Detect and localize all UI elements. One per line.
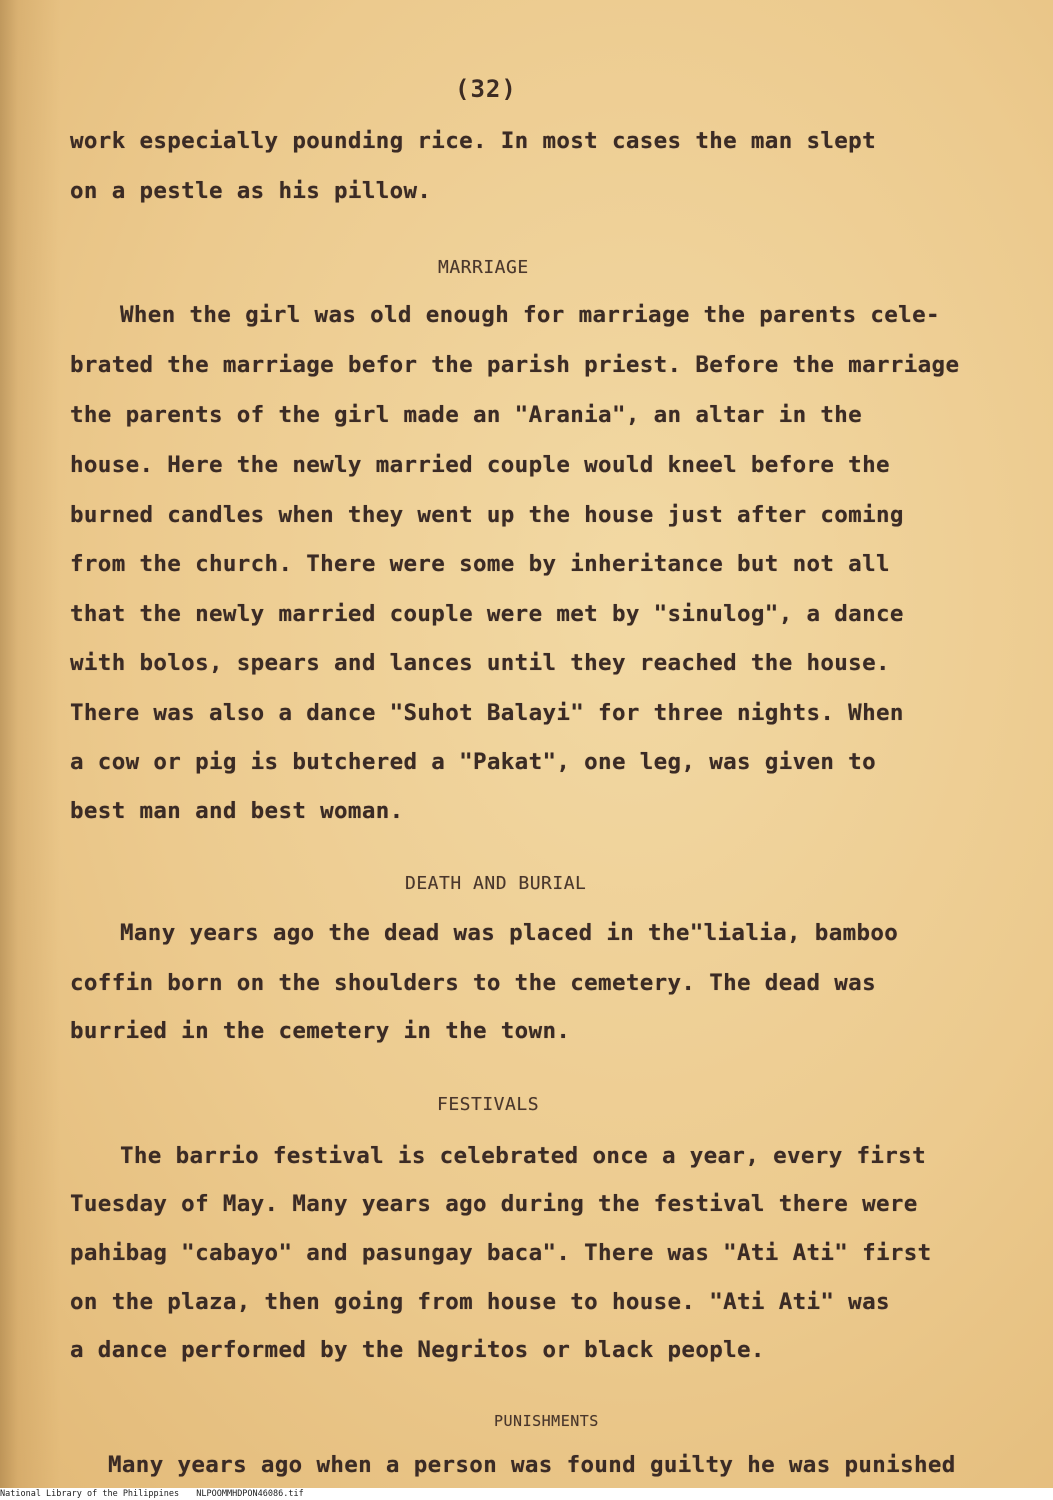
text-line: pahibag "cabayo" and pasungay baca". There was "Ati Ati" first (70, 1240, 932, 1266)
text-line: The barrio festival is celebrated once a year, every first (120, 1143, 926, 1169)
text-line: Many years ago the dead was placed in the"lialia, bamboo (120, 920, 899, 946)
text-line: burned candles when they went up the house just after coming (70, 502, 904, 528)
text-line: the parents of the girl made an "Arania", an altar in the (70, 402, 863, 428)
scan-footer (0, 1488, 1053, 1500)
text-line: When the girl was old enough for marriage the parents cele- (120, 302, 940, 328)
text-line: Tuesday of May. Many years ago during the festival there were (70, 1191, 918, 1217)
text-line: burried in the cemetery in the town. (70, 1018, 571, 1044)
text-line: on a pestle as his pillow. (70, 178, 432, 204)
section-heading-death-and-burial: DEATH AND BURIAL (405, 873, 587, 894)
section-heading-marriage: MARRIAGE (438, 257, 529, 278)
text-line: Many years ago when a person was found guilty he was punished (108, 1452, 956, 1478)
text-line: with bolos, spears and lances until they reached the house. (70, 650, 890, 676)
text-line: on the plaza, then going from house to house. "Ati Ati" was (70, 1289, 890, 1315)
text-line: from the church. There were some by inheritance but not all (70, 551, 890, 577)
text-line: best man and best woman. (70, 798, 404, 824)
text-line: a dance performed by the Negritos or black people. (70, 1337, 765, 1363)
footer-library-name: National Library of the Philippines (0, 1489, 180, 1499)
section-heading-festivals: FESTIVALS (437, 1094, 540, 1115)
text-line: house. Here the newly married couple would kneel before the (70, 452, 890, 478)
text-line: a cow or pig is butchered a "Pakat", one leg, was given to (70, 749, 876, 775)
page-number: (32) (455, 75, 517, 103)
text-line: There was also a dance "Suhot Balayi" for three nights. When (70, 700, 904, 726)
section-heading-punishments: PUNISHMENTS (494, 1412, 599, 1430)
text-line: that the newly married couple were met by "sinulog", a dance (70, 601, 904, 627)
text-line: coffin born on the shoulders to the cemetery. The dead was (70, 970, 876, 996)
footer-filename: NLPOOMMHDPON46086.tif (196, 1489, 304, 1499)
text-line: brated the marriage befor the parish priest. Before the marriage (70, 352, 960, 378)
text-line: work especially pounding rice. In most cases the man slept (70, 128, 876, 154)
